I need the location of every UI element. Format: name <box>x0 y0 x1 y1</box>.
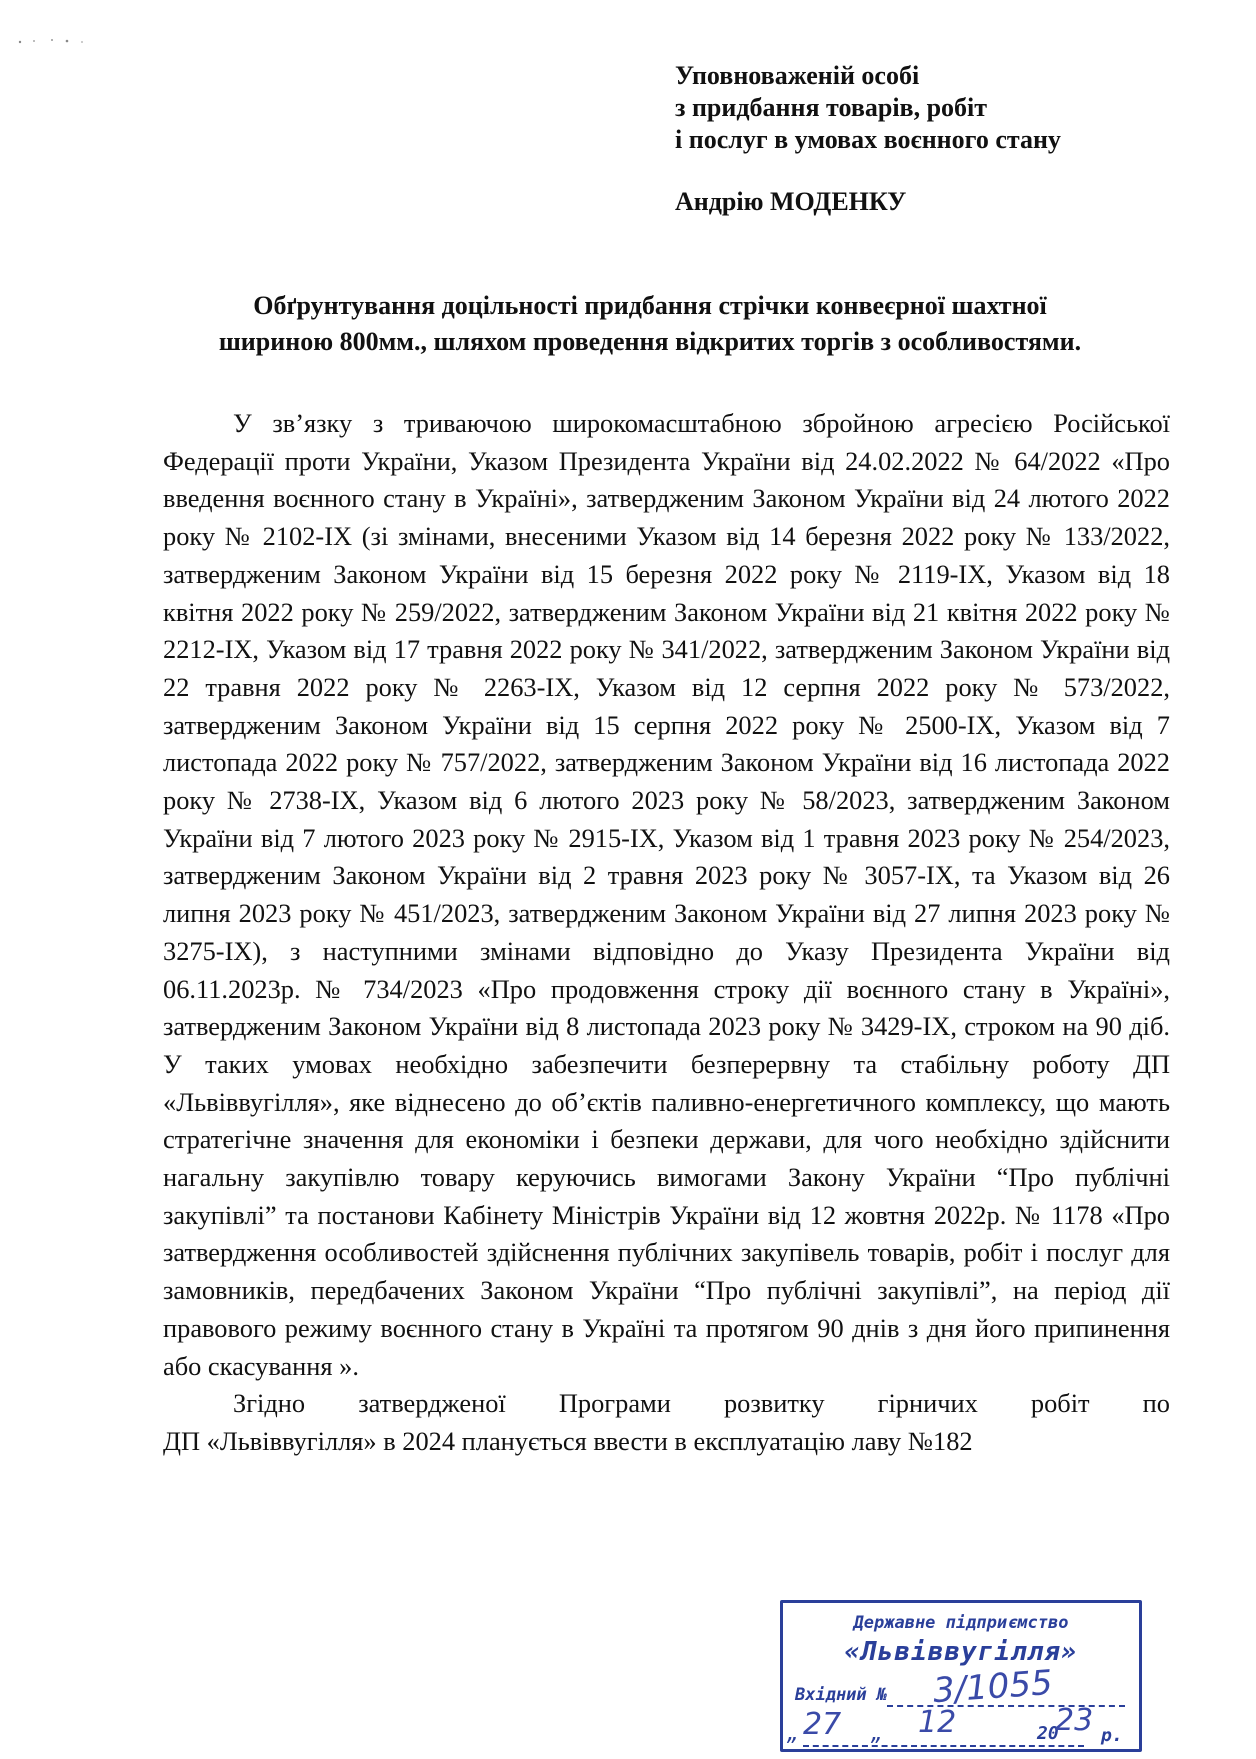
document-title <box>150 288 1150 360</box>
scan-artifact <box>12 38 102 46</box>
addressee-line-1: Уповноваженій особі <box>675 61 920 90</box>
addressee-line-2: з придбання товарів, робіт <box>675 93 988 122</box>
stamp-day: 27 <box>803 1707 842 1742</box>
stamp-incoming-number: 3/1055 <box>931 1662 1054 1712</box>
stamp-quote-open: „ <box>787 1721 800 1745</box>
stamp-month: 12 <box>918 1705 957 1740</box>
incoming-registration-stamp <box>780 1600 1142 1752</box>
stamp-year-prefix: 20 <box>1037 1723 1059 1744</box>
stamp-quote-close: „ <box>871 1721 884 1745</box>
document-body <box>163 405 1170 1461</box>
stamp-year-unit: р. <box>1101 1725 1123 1746</box>
stamp-incoming-label: Вхідний № <box>795 1685 888 1705</box>
body-paragraph-1: У зв’язку з триваючою широкомасштабною збройною агресією Російської Федерації проти України, Указом Президента України від 24.02.2022 № 64/2022 «Про введення воєнного стану в Україні», затвердженим Законом України від 24 лютого 2022 року № 2102-IX (зі змінами, внесеними Указом від 14 березня 2022 року № 133/2022, затвердженим Законом України від 15 березня 2022 року № 2119-IX, Указом від 18 квітня 2022 року № 259/2022, затвердженим Законом України від 21 квітня 2022 року № 2212-IX, Указом від 17 травня 2022 року № 341/2022, затвердженим Законом України від 22 травня 2022 року № 2263-IX, Указом від 12 серпня 2022 року № 573/2022, затвердженим Законом України від 15 серпня 2022 року № 2500-IX, Указом від 7 листопада 2022 року № 757/2022, затвердженим Законом України від 16 листопада 2022 року № 2738-IX, Указом від 6 лютого 2023 року № 58/2023, затвердженим Законом України від 7 лютого 2023 року № 2915-IX, Указом від 1 травня 2023 року № 254/2023, затвердженим Законом України від 2 травня 2023 року № 3057-IX, та Указом від 26 липня 2023 року № 451/2023, затвердженим Законом України від 27 липня 2023 року № 3275-IX), з наступними змінами відповідно до Указу Президента України від 06.11.2023р. № 734/2023 «Про продовження строку дії воєнного стану в Україні», затвердженим Законом України від 8 листопада 2023 року № 3429-IX, строком на 90 діб. У таких умовах необхідно забезпечити безперервну та стабільну роботу ДП «Львіввугілля», яке віднесено до об’єктів паливно-енергетичного комплексу, що мають стратегічне значення для економіки і безпеки держави, для чого необхідно здійснити нагальну закупівлю товару керуючись вимогами Закону України “Про публічні закупівлі” та постанови Кабінету Міністрів України від 12 жовтня 2022р. № 1178 «Про затвердження особливостей здійснення публічних закупівель товарів, робіт і послуг для замовників, передбачених Законом України “Про публічні закупівлі”, на період дії правового режиму воєнного стану в Україні та протягом 90 днів з дня його припинення або скасування ». <box>163 408 1170 1381</box>
body-paragraph-2-line-2: ДП «Львіввугілля» в 2024 планується ввести в експлуатацію лаву №182 <box>163 1425 973 1456</box>
addressee-name: Андрію МОДЕНКУ <box>675 187 907 216</box>
addressee-block <box>675 60 1061 218</box>
addressee-line-3: і послуг в умовах воєнного стану <box>675 125 1061 154</box>
stamp-org-name: «Львіввугілля» <box>844 1637 1078 1667</box>
stamp-org-type: Державне підприємство <box>853 1613 1069 1633</box>
body-paragraph-2-line-1: Згідно затвердженої Програми розвитку гірничих робіт по <box>233 1388 1170 1419</box>
title-line-2: шириною 800мм., шляхом проведення відкритих торгів з особливостями. <box>218 327 1082 356</box>
title-line-1: Обґрунтування доцільності придбання стрічки конвеєрної шахтної <box>253 291 1047 320</box>
stamp-date-line <box>803 1745 1084 1747</box>
stamp-year-suffix: 23 <box>1055 1703 1094 1738</box>
